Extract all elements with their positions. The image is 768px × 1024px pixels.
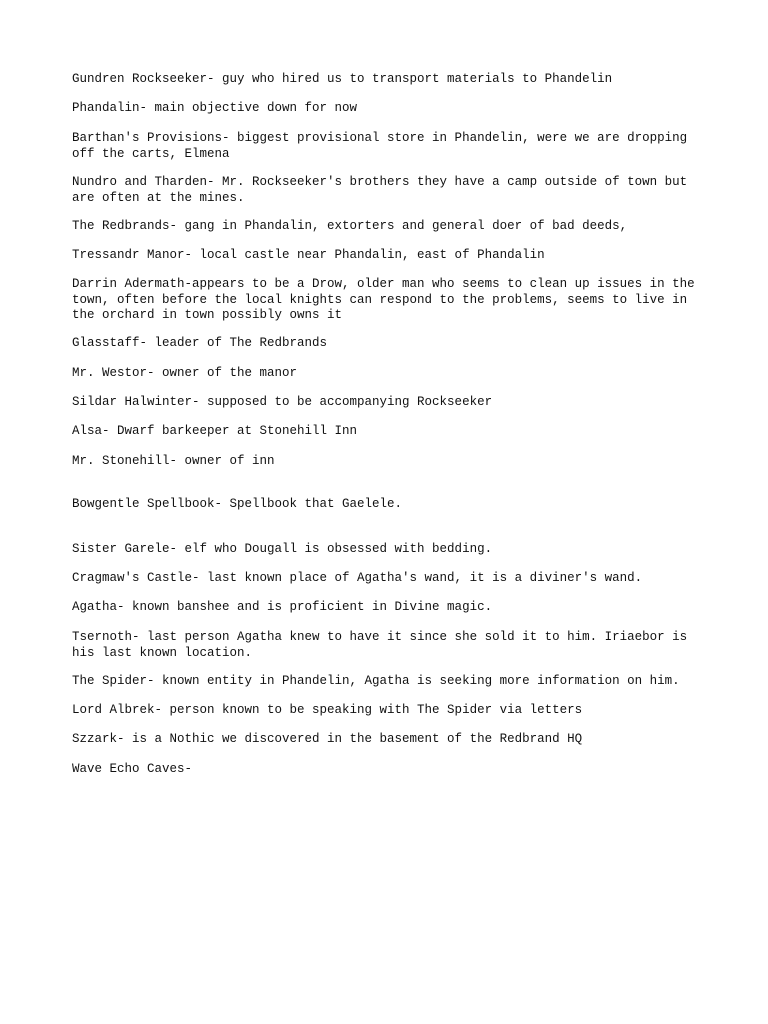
- entry-the-redbrands: The Redbrands- gang in Phandalin, extorters and general doer of bad deeds,: [72, 219, 628, 233]
- entry-agatha: Agatha- known banshee and is proficient in Divine magic.: [72, 600, 493, 614]
- entry-gundren-rockseeker: Gundren Rockseeker- guy who hired us to transport materials to Phandelin: [72, 72, 613, 86]
- entry-barthans-provisions: Barthan's Provisions- biggest provisional store in Phandelin, were we are dropping off the carts, Elmena: [72, 131, 688, 161]
- entry-darrin-adermath: Darrin Adermath-appears to be a Drow, older man who seems to clean up issues in the town, often before the local knights can respond to the problems, seems to live in the orchard in town possibly owns it: [72, 277, 695, 322]
- entry-cragmaws-castle: Cragmaw's Castle- last known place of Agatha's wand, it is a diviner's wand.: [72, 571, 643, 585]
- entry-the-spider: The Spider- known entity in Phandelin, Agatha is seeking more information on him.: [72, 674, 680, 688]
- entry-wave-echo-caves: Wave Echo Caves-: [72, 762, 193, 776]
- entry-tsernoth: Tsernoth- last person Agatha knew to have it since she sold it to him. Iriaebor is his last known location.: [72, 630, 688, 660]
- entry-phandalin: Phandalin- main objective down for now: [72, 101, 358, 115]
- entry-alsa: Alsa- Dwarf barkeeper at Stonehill Inn: [72, 424, 358, 438]
- entry-lord-albrek: Lord Albrek- person known to be speaking with The Spider via letters: [72, 703, 583, 717]
- entry-mr-stonehill: Mr. Stonehill- owner of inn: [72, 454, 275, 468]
- entry-nundro-and-tharden: Nundro and Tharden- Mr. Rockseeker's brothers they have a camp outside of town but are often at the mines.: [72, 175, 688, 205]
- entry-glasstaff: Glasstaff- leader of The Redbrands: [72, 336, 328, 350]
- entry-bowgentle-spellbook: Bowgentle Spellbook- Spellbook that Gaelele.: [72, 497, 403, 511]
- entry-sildar-halwinter: Sildar Halwinter- supposed to be accompanying Rockseeker: [72, 395, 493, 409]
- entry-sister-garele: Sister Garele- elf who Dougall is obsessed with bedding.: [72, 542, 493, 556]
- entry-szzark: Szzark- is a Nothic we discovered in the basement of the Redbrand HQ: [72, 732, 583, 746]
- entry-tressandr-manor: Tressandr Manor- local castle near Phandalin, east of Phandalin: [72, 248, 545, 262]
- entry-mr-westor: Mr. Westor- owner of the manor: [72, 366, 298, 380]
